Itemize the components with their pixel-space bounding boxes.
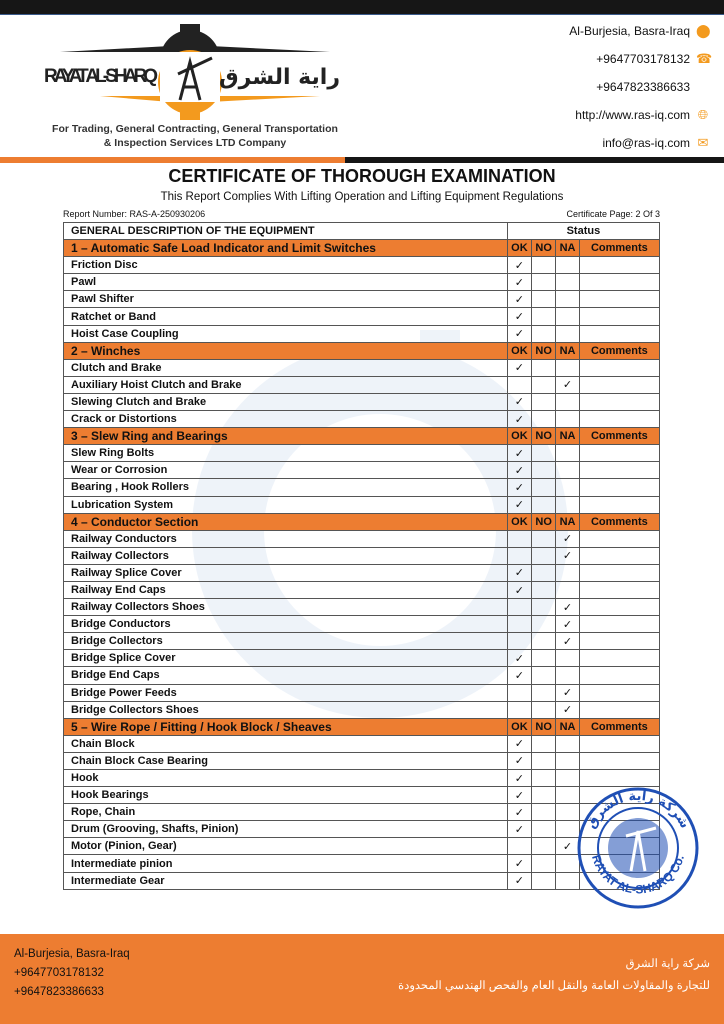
- status-ok-cell: [507, 616, 531, 633]
- table-row: [64, 291, 660, 308]
- table-row: [64, 308, 660, 325]
- item-name: Bridge End Caps: [64, 667, 508, 684]
- checkmark-icon: ✓: [562, 840, 573, 853]
- table-row: [64, 599, 660, 616]
- status-ok-cell: [507, 547, 531, 564]
- globe-icon: 🌐︎: [697, 107, 709, 122]
- status-ok-cell: [507, 291, 531, 308]
- table-row: [64, 547, 660, 564]
- status-ok-cell: [507, 581, 531, 598]
- column-na-label: NA: [556, 428, 579, 445]
- envelope-icon: ✉: [697, 135, 709, 150]
- stamp-text-ar: شركة راية الشرق: [583, 788, 693, 832]
- checkmark-icon: ✓: [514, 584, 525, 597]
- section-header-row: [64, 718, 660, 735]
- table-row: [64, 530, 660, 547]
- table-row: [64, 667, 660, 684]
- table-row: [64, 616, 660, 633]
- checkmark-icon: ✓: [514, 806, 525, 819]
- comments-cell: [579, 599, 659, 616]
- comments-cell: [579, 752, 659, 769]
- comments-cell: [579, 411, 659, 428]
- comments-cell: [579, 633, 659, 650]
- item-name: Pawl: [64, 274, 508, 291]
- checkmark-icon: ✓: [514, 499, 525, 512]
- table-row: [64, 581, 660, 598]
- column-ok-label: OK: [507, 342, 531, 359]
- comments-cell: [579, 581, 659, 598]
- comments-cell: [579, 308, 659, 325]
- table-row: [64, 752, 660, 769]
- table-row: [64, 735, 660, 752]
- item-name: Railway Splice Cover: [64, 564, 508, 581]
- column-comments-label: Comments: [579, 342, 659, 359]
- item-name: Chain Block Case Bearing: [64, 752, 508, 769]
- table-row: [64, 787, 660, 804]
- table-row: [64, 684, 660, 701]
- comments-cell: [579, 376, 659, 393]
- item-name: Bearing , Hook Rollers: [64, 479, 508, 496]
- certificate-subtitle: This Report Complies With Lifting Operation and Lifting Equipment Regulations: [160, 191, 564, 203]
- item-name: Hook Bearings: [64, 787, 508, 804]
- checkmark-icon: ✓: [514, 858, 525, 871]
- item-name: Lubrication System: [64, 496, 508, 513]
- status-no-cell: [532, 684, 556, 701]
- checkmark-icon: ✓: [514, 328, 525, 341]
- status-no-cell: [532, 599, 556, 616]
- comments-cell: [579, 616, 659, 633]
- company-stamp: [576, 786, 700, 910]
- footer-phone-1: +9647703178132: [14, 967, 104, 979]
- status-no-cell: [532, 325, 556, 342]
- column-ok-label: OK: [507, 513, 531, 530]
- status-ok-cell: [507, 599, 531, 616]
- divider-dark: [345, 157, 724, 163]
- tagline-line-1: For Trading, General Contracting, General Transportation: [52, 123, 338, 135]
- section-title: 5 – Wire Rope / Fitting / Hook Block / Sheaves: [64, 718, 508, 735]
- table-row: [64, 872, 660, 889]
- status-na-cell: [556, 445, 579, 462]
- status-no-cell: [532, 479, 556, 496]
- checkmark-icon: ✓: [514, 823, 525, 836]
- checkmark-icon: ✓: [514, 396, 525, 409]
- item-name: Crack or Distortions: [64, 411, 508, 428]
- status-no-cell: [532, 581, 556, 598]
- status-na-cell: [556, 701, 579, 718]
- logo-text-en: RAYAT AL-SHARQ: [44, 66, 158, 87]
- item-name: Bridge Collectors Shoes: [64, 701, 508, 718]
- status-no-cell: [532, 770, 556, 787]
- checkmark-icon: ✓: [562, 379, 573, 392]
- report-number: Report Number: RAS-A-250930206: [63, 209, 206, 219]
- phone-2-text: +9647823386633: [596, 80, 690, 94]
- table-row: [64, 564, 660, 581]
- status-no-cell: [532, 530, 556, 547]
- status-no-cell: [532, 735, 556, 752]
- status-na-cell: [556, 581, 579, 598]
- comments-cell: [579, 547, 659, 564]
- checkmark-icon: ✓: [514, 481, 525, 494]
- column-na-label: NA: [556, 513, 579, 530]
- status-no-cell: [532, 633, 556, 650]
- item-name: Motor (Pinion, Gear): [64, 838, 508, 855]
- item-name: Pawl Shifter: [64, 291, 508, 308]
- status-no-cell: [532, 821, 556, 838]
- item-name: Friction Disc: [64, 257, 508, 274]
- table-row: [64, 701, 660, 718]
- checkmark-icon: ✓: [514, 464, 525, 477]
- company-tagline: [30, 122, 360, 150]
- status-na-cell: [556, 667, 579, 684]
- column-ok-label: OK: [507, 718, 531, 735]
- column-no-label: NO: [532, 428, 556, 445]
- footer: [0, 934, 724, 1024]
- table-row: [64, 855, 660, 872]
- comments-cell: [579, 530, 659, 547]
- checkmark-icon: ✓: [514, 755, 525, 768]
- contact-phone-2: [596, 80, 690, 94]
- status-no-cell: [532, 701, 556, 718]
- status-ok-cell: [507, 821, 531, 838]
- status-ok-cell: [507, 411, 531, 428]
- status-no-cell: [532, 376, 556, 393]
- table-row: [64, 479, 660, 496]
- checkmark-icon: ✓: [514, 259, 525, 272]
- status-na-cell: [556, 752, 579, 769]
- table-row: [64, 359, 660, 376]
- status-na-cell: [556, 599, 579, 616]
- header-description: GENERAL DESCRIPTION OF THE EQUIPMENT: [64, 223, 508, 240]
- status-na-cell: [556, 530, 579, 547]
- comments-cell: [579, 479, 659, 496]
- checkmark-icon: ✓: [514, 413, 525, 426]
- status-ok-cell: [507, 462, 531, 479]
- table-row: [64, 496, 660, 513]
- status-ok-cell: [507, 359, 531, 376]
- item-name: Chain Block: [64, 735, 508, 752]
- item-name: Slew Ring Bolts: [64, 445, 508, 462]
- item-name: Railway Collectors Shoes: [64, 599, 508, 616]
- comments-cell: [579, 274, 659, 291]
- item-name: Clutch and Brake: [64, 359, 508, 376]
- status-na-cell: [556, 564, 579, 581]
- checkmark-icon: ✓: [514, 293, 525, 306]
- status-ok-cell: [507, 650, 531, 667]
- checkmark-icon: ✓: [514, 447, 525, 460]
- checkmark-icon: ✓: [562, 533, 573, 546]
- table-row: [64, 633, 660, 650]
- contact-address: [569, 24, 710, 38]
- location-pin-icon: ⬤: [696, 23, 711, 38]
- item-name: Bridge Power Feeds: [64, 684, 508, 701]
- status-na-cell: [556, 633, 579, 650]
- table-row: [64, 257, 660, 274]
- status-no-cell: [532, 445, 556, 462]
- table-row: [64, 274, 660, 291]
- checkmark-icon: ✓: [514, 311, 525, 324]
- checkmark-icon: ✓: [562, 687, 573, 700]
- item-name: Hoist Case Coupling: [64, 325, 508, 342]
- status-no-cell: [532, 547, 556, 564]
- item-name: Auxiliary Hoist Clutch and Brake: [64, 376, 508, 393]
- column-no-label: NO: [532, 513, 556, 530]
- status-ok-cell: [507, 855, 531, 872]
- status-no-cell: [532, 359, 556, 376]
- status-ok-cell: [507, 479, 531, 496]
- column-no-label: NO: [532, 718, 556, 735]
- comments-cell: [579, 393, 659, 410]
- checkmark-icon: ✓: [562, 635, 573, 648]
- table-header-row: [64, 223, 660, 240]
- status-ok-cell: [507, 804, 531, 821]
- table-row: [64, 445, 660, 462]
- status-no-cell: [532, 804, 556, 821]
- checkmark-icon: ✓: [514, 738, 525, 751]
- phone-1-text: +9647703178132: [596, 52, 690, 66]
- item-name: Railway End Caps: [64, 581, 508, 598]
- comments-cell: [579, 359, 659, 376]
- status-no-cell: [532, 872, 556, 889]
- status-ok-cell: [507, 445, 531, 462]
- status-no-cell: [532, 855, 556, 872]
- status-no-cell: [532, 462, 556, 479]
- column-comments-label: Comments: [579, 240, 659, 257]
- contact-email[interactable]: [602, 136, 710, 150]
- status-ok-cell: [507, 838, 531, 855]
- column-comments-label: Comments: [579, 513, 659, 530]
- checkmark-icon: ✓: [562, 601, 573, 614]
- column-no-label: NO: [532, 342, 556, 359]
- status-ok-cell: [507, 308, 531, 325]
- item-name: Drum (Grooving, Shafts, Pinion): [64, 821, 508, 838]
- column-comments-label: Comments: [579, 428, 659, 445]
- status-ok-cell: [507, 496, 531, 513]
- address-text: Al-Burjesia, Basra-Iraq: [569, 24, 690, 38]
- checkmark-icon: ✓: [514, 772, 525, 785]
- certificate-page: Certificate Page: 2 Of 3: [566, 209, 660, 219]
- comments-cell: [579, 701, 659, 718]
- table-row: [64, 650, 660, 667]
- header-status: Status: [507, 223, 659, 240]
- status-na-cell: [556, 735, 579, 752]
- status-na-cell: [556, 393, 579, 410]
- status-ok-cell: [507, 530, 531, 547]
- column-ok-label: OK: [507, 428, 531, 445]
- item-name: Bridge Collectors: [64, 633, 508, 650]
- status-na-cell: [556, 496, 579, 513]
- status-ok-cell: [507, 274, 531, 291]
- item-name: Railway Collectors: [64, 547, 508, 564]
- comments-cell: [579, 564, 659, 581]
- item-name: Slewing Clutch and Brake: [64, 393, 508, 410]
- table-row: [64, 325, 660, 342]
- status-no-cell: [532, 257, 556, 274]
- status-ok-cell: [507, 752, 531, 769]
- section-header-row: [64, 240, 660, 257]
- status-na-cell: [556, 411, 579, 428]
- email-link[interactable]: info@ras-iq.com: [602, 136, 690, 150]
- checkmark-icon: ✓: [514, 276, 525, 289]
- contact-phone-1: [596, 51, 713, 66]
- status-na-cell: [556, 479, 579, 496]
- comments-cell: [579, 667, 659, 684]
- section-header-row: [64, 513, 660, 530]
- status-no-cell: [532, 667, 556, 684]
- table-row: [64, 393, 660, 410]
- table-row: [64, 770, 660, 787]
- comments-cell: [579, 650, 659, 667]
- status-ok-cell: [507, 393, 531, 410]
- status-ok-cell: [507, 872, 531, 889]
- comments-cell: [579, 735, 659, 752]
- column-no-label: NO: [532, 240, 556, 257]
- status-no-cell: [532, 411, 556, 428]
- status-no-cell: [532, 838, 556, 855]
- section-header-row: [64, 342, 660, 359]
- status-ok-cell: [507, 257, 531, 274]
- top-bar: [0, 0, 724, 15]
- contact-website[interactable]: [575, 108, 710, 122]
- status-no-cell: [532, 393, 556, 410]
- checkmark-icon: ✓: [514, 567, 525, 580]
- comments-cell: [579, 445, 659, 462]
- footer-description-ar: للتجارة والمقاولات العامة والنقل العام والفحص الهندسي المحدودة: [398, 980, 710, 992]
- item-name: Intermediate Gear: [64, 872, 508, 889]
- footer-address: Al-Burjesia, Basra-Iraq: [14, 948, 130, 960]
- status-no-cell: [532, 274, 556, 291]
- status-ok-cell: [507, 770, 531, 787]
- certificate-title: CERTIFICATE OF THOROUGH EXAMINATION: [168, 166, 556, 186]
- comments-cell: [579, 291, 659, 308]
- checkmark-icon: ✓: [514, 652, 525, 665]
- column-na-label: NA: [556, 342, 579, 359]
- checkmark-icon: ✓: [514, 669, 525, 682]
- comments-cell: [579, 462, 659, 479]
- status-no-cell: [532, 752, 556, 769]
- status-ok-cell: [507, 325, 531, 342]
- comments-cell: [579, 496, 659, 513]
- column-ok-label: OK: [507, 240, 531, 257]
- column-na-label: NA: [556, 240, 579, 257]
- table-row: [64, 462, 660, 479]
- section-title: 3 – Slew Ring and Bearings: [64, 428, 508, 445]
- table-row: [64, 376, 660, 393]
- status-na-cell: [556, 376, 579, 393]
- status-na-cell: [556, 274, 579, 291]
- logo-text-ar: راية الشرق: [218, 65, 340, 90]
- status-ok-cell: [507, 633, 531, 650]
- website-link[interactable]: http://www.ras-iq.com: [575, 108, 690, 122]
- item-name: Bridge Conductors: [64, 616, 508, 633]
- table-row: [64, 821, 660, 838]
- status-no-cell: [532, 650, 556, 667]
- status-na-cell: [556, 616, 579, 633]
- footer-company-ar: شركة راية الشرق: [625, 958, 710, 970]
- status-na-cell: [556, 291, 579, 308]
- tagline-line-2: & Inspection Services LTD Company: [103, 137, 287, 149]
- table-row: [64, 838, 660, 855]
- examination-table: [63, 222, 660, 890]
- status-no-cell: [532, 564, 556, 581]
- status-ok-cell: [507, 735, 531, 752]
- status-na-cell: [556, 257, 579, 274]
- status-na-cell: [556, 462, 579, 479]
- status-no-cell: [532, 291, 556, 308]
- checkmark-icon: ✓: [562, 550, 573, 563]
- status-ok-cell: [507, 564, 531, 581]
- status-ok-cell: [507, 684, 531, 701]
- telephone-icon: ☎: [696, 51, 713, 66]
- comments-cell: [579, 684, 659, 701]
- status-na-cell: [556, 308, 579, 325]
- checkmark-icon: ✓: [514, 875, 525, 888]
- status-na-cell: [556, 650, 579, 667]
- status-no-cell: [532, 496, 556, 513]
- checkmark-icon: ✓: [562, 618, 573, 631]
- status-no-cell: [532, 308, 556, 325]
- status-na-cell: [556, 684, 579, 701]
- status-ok-cell: [507, 701, 531, 718]
- item-name: Intermediate pinion: [64, 855, 508, 872]
- status-na-cell: [556, 325, 579, 342]
- section-title: 2 – Winches: [64, 342, 508, 359]
- section-header-row: [64, 428, 660, 445]
- status-no-cell: [532, 787, 556, 804]
- status-na-cell: [556, 359, 579, 376]
- item-name: Bridge Splice Cover: [64, 650, 508, 667]
- checkmark-icon: ✓: [562, 704, 573, 717]
- divider-orange: [0, 157, 345, 163]
- section-title: 4 – Conductor Section: [64, 513, 508, 530]
- status-na-cell: [556, 770, 579, 787]
- column-na-label: NA: [556, 718, 579, 735]
- status-no-cell: [532, 616, 556, 633]
- footer-phone-2: +9647823386633: [14, 986, 104, 998]
- item-name: Ratchet or Band: [64, 308, 508, 325]
- status-ok-cell: [507, 376, 531, 393]
- comments-cell: [579, 257, 659, 274]
- comments-cell: [579, 770, 659, 787]
- item-name: Hook: [64, 770, 508, 787]
- column-comments-label: Comments: [579, 718, 659, 735]
- table-row: [64, 804, 660, 821]
- item-name: Rope, Chain: [64, 804, 508, 821]
- stamp-text-en: RAYAT AL-SHARQ Co.: [589, 853, 687, 897]
- status-na-cell: [556, 547, 579, 564]
- comments-cell: [579, 325, 659, 342]
- item-name: Wear or Corrosion: [64, 462, 508, 479]
- status-ok-cell: [507, 787, 531, 804]
- checkmark-icon: ✓: [514, 789, 525, 802]
- table-row: [64, 411, 660, 428]
- item-name: Railway Conductors: [64, 530, 508, 547]
- company-logo: [40, 22, 350, 122]
- status-ok-cell: [507, 667, 531, 684]
- section-title: 1 – Automatic Safe Load Indicator and Limit Switches: [64, 240, 508, 257]
- checkmark-icon: ✓: [514, 362, 525, 375]
